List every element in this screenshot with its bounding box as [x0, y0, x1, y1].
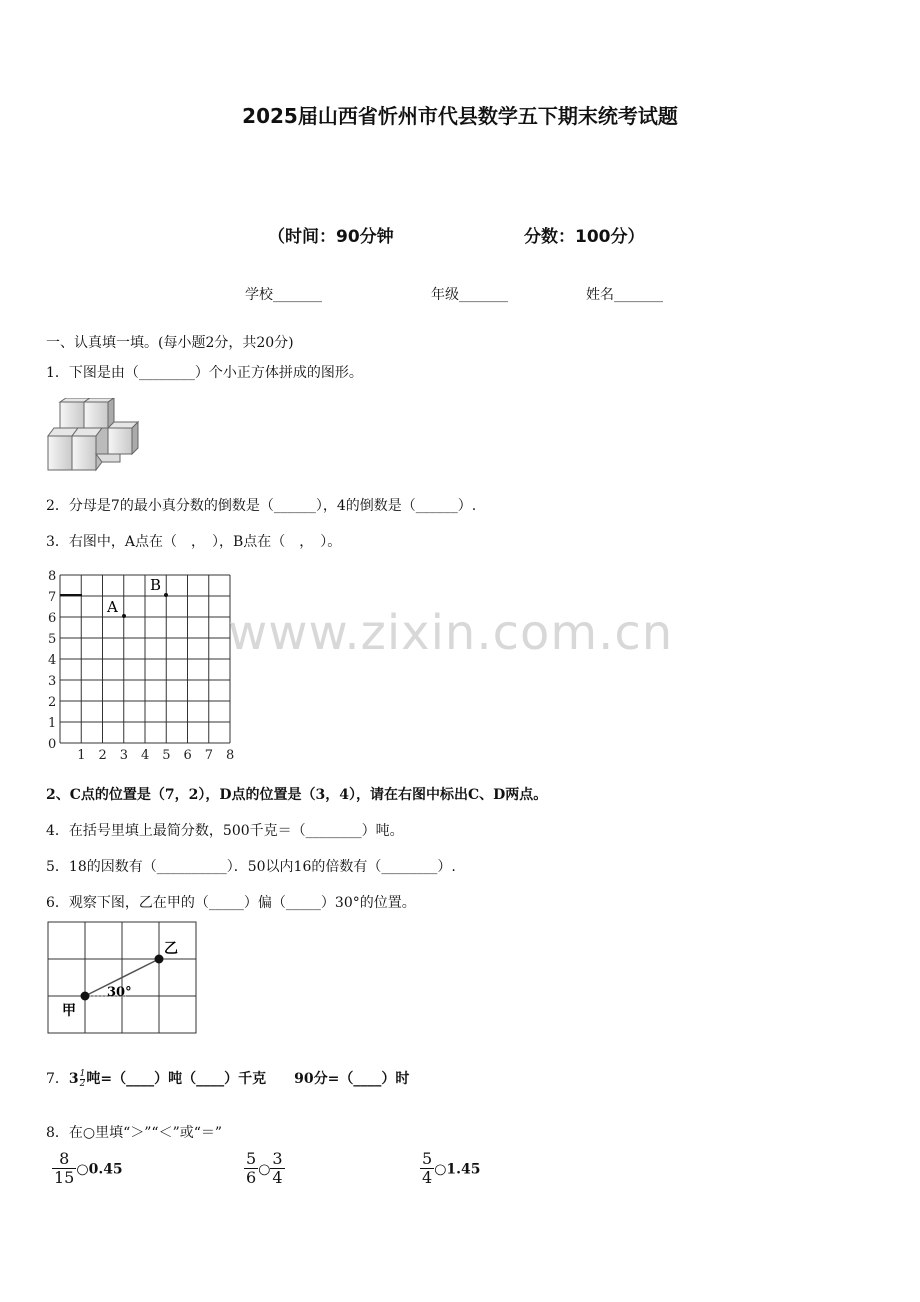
angle-label: 30°	[107, 985, 132, 1000]
yi-dot	[155, 955, 164, 964]
compare-1-rhs: ○0.45	[76, 1161, 123, 1178]
x-tick-label: 4	[141, 748, 150, 763]
point-a-label: A	[107, 598, 118, 616]
point-b-dot	[164, 593, 168, 597]
cubes-figure	[46, 398, 152, 474]
y-tick-label: 5	[48, 632, 57, 647]
watermark: www.zixin.com.cn	[228, 605, 674, 661]
jia-label: 甲	[62, 1003, 76, 1019]
compare-2	[244, 1150, 285, 1188]
question-6: 6．观察下图，乙在甲的（_____）偏（_____）30°的位置。	[46, 895, 416, 911]
x-tick-label: 7	[204, 748, 214, 763]
question-1: 1．下图是由（________）个小正方体拼成的图形。	[46, 365, 363, 381]
compare-2-fraction-right: $\frac{3}{4}$	[272, 1149, 283, 1188]
q7-rest: 吨=（____）吨（____）千克 90分=（____）时	[86, 1071, 410, 1087]
question-7	[46, 1068, 409, 1089]
compare-3-fraction: $\frac{5}{4}$	[422, 1149, 433, 1188]
x-tick-label: 5	[162, 748, 171, 763]
direction-grid	[46, 920, 200, 1036]
page-title: 2025届山西省忻州市代县数学五下期末统考试题	[242, 104, 678, 128]
compare-1-fraction: $\frac{8}{15}$	[54, 1149, 75, 1188]
jia-dot	[81, 992, 90, 1001]
point-a-dot	[122, 614, 126, 618]
score-label: 分数：100分）	[524, 227, 645, 247]
x-tick-label: 8	[226, 748, 235, 763]
question-8: 8．在○里填“＞”“＜”或“＝”	[46, 1125, 223, 1141]
section-heading: 一、认真填一填。(每小题2分，共20分)	[46, 335, 294, 351]
name-field: 姓名_______	[586, 287, 663, 303]
question-2b: 2、C点的位置是（7，2），D点的位置是（3，4），请在右图中标出C、D两点。	[46, 787, 548, 803]
q7-number: 7．	[46, 1071, 69, 1087]
y-tick-label: 2	[48, 695, 57, 710]
y-tick-label: 7	[48, 590, 57, 605]
coordinate-grid	[44, 562, 244, 768]
question-4: 4．在括号里填上最简分数，500千克＝（________）吨。	[46, 823, 404, 839]
time-label: （时间：90分钟	[268, 227, 394, 247]
grade-field: 年级_______	[431, 287, 508, 303]
y-tick-label: 1	[48, 716, 57, 731]
question-5: 5．18的因数有（__________）．50以内16的倍数有（________）.	[46, 859, 456, 875]
y-tick-label: 3	[48, 674, 57, 689]
y-tick-label: 4	[48, 653, 57, 668]
compare-3	[420, 1150, 481, 1188]
compare-1	[52, 1150, 123, 1188]
point-b-label: B	[150, 576, 162, 594]
question-3: 3．右图中，A点在（ ， ），B点在（ ， ）。	[46, 534, 342, 550]
y-tick-label: 8	[48, 569, 57, 584]
y-tick-label: 0	[48, 737, 57, 752]
x-tick-label: 3	[119, 748, 129, 763]
question-2: 2．分母是7的最小真分数的倒数是（______），4的倒数是（______）.	[46, 498, 477, 514]
compare-2-circle: ○	[258, 1161, 271, 1178]
compare-3-rhs: ○1.45	[434, 1161, 481, 1178]
q7-whole: 3	[68, 1071, 79, 1087]
y-tick-label: 6	[48, 611, 57, 626]
x-tick-label: 6	[183, 748, 192, 763]
x-tick-label: 1	[77, 748, 86, 763]
q7-fraction: $\frac{1}{2}$	[79, 1068, 86, 1089]
yi-label: 乙	[164, 941, 178, 957]
school-field: 学校_______	[245, 287, 322, 303]
x-tick-label: 2	[98, 748, 107, 763]
compare-2-fraction-left: $\frac{5}{6}$	[246, 1149, 257, 1188]
